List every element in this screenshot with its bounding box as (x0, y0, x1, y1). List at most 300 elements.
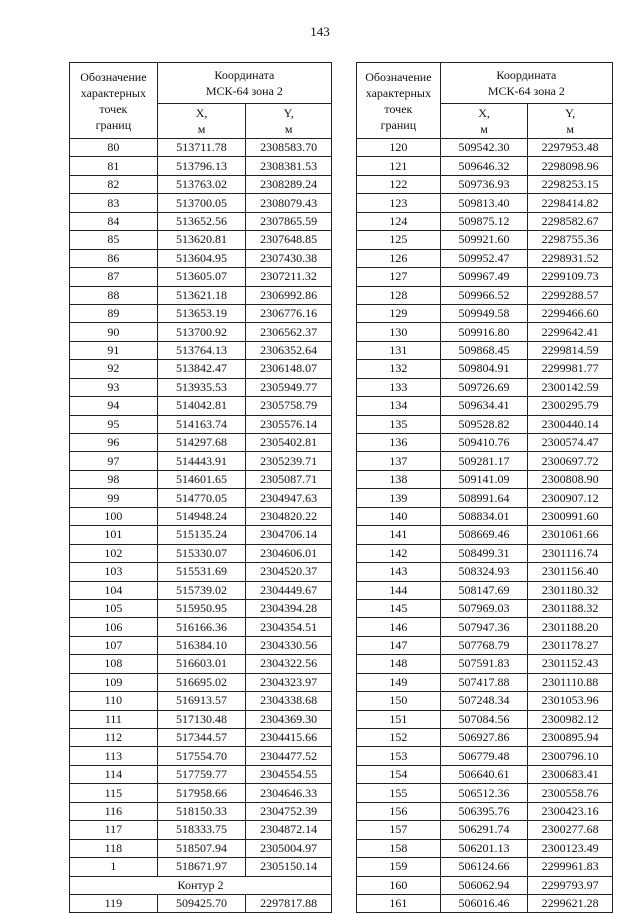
table-row (70, 360, 332, 378)
point-number-cell: 131 (357, 341, 441, 359)
y-coordinate-cell: 2306148.07 (246, 360, 332, 378)
y-coordinate-cell: 2299109.73 (528, 268, 613, 286)
point-number-cell: 141 (357, 526, 441, 544)
table-row (70, 692, 332, 710)
y-coordinate-cell: 2299621.28 (528, 894, 613, 912)
y-header (528, 104, 613, 139)
table-row (70, 729, 332, 747)
point-number-cell: 126 (357, 249, 441, 267)
point-number-cell: 111 (70, 710, 158, 728)
point-label-line: точек (99, 101, 128, 116)
x-coordinate-cell: 515739.02 (157, 581, 246, 599)
y-coordinate-cell: 2301152.43 (528, 655, 613, 673)
x-coordinate-cell: 508834.01 (440, 507, 528, 525)
point-number-cell: 92 (70, 360, 158, 378)
y-coordinate-cell: 2300683.41 (528, 765, 613, 783)
table-row (357, 729, 613, 747)
y-coordinate-cell: 2298414.82 (528, 194, 613, 212)
x-coordinate-cell: 509281.17 (440, 452, 528, 470)
x-coordinate-cell: 515135.24 (157, 526, 246, 544)
table-row (357, 452, 613, 470)
y-coordinate-cell: 2304323.97 (246, 673, 332, 691)
y-coordinate-cell: 2301116.74 (528, 544, 613, 562)
x-coordinate-cell: 507768.79 (440, 636, 528, 654)
x-coordinate-cell: 516384.10 (157, 636, 246, 654)
x-coordinate-cell: 514297.68 (157, 434, 246, 452)
table-row (357, 673, 613, 691)
table-row (357, 858, 613, 876)
table-row (70, 581, 332, 599)
point-number-cell: 121 (357, 157, 441, 175)
x-coordinate-cell: 513620.81 (157, 231, 246, 249)
table-row (357, 304, 613, 322)
point-label-header (70, 63, 158, 139)
x-coordinate-cell: 508669.46 (440, 526, 528, 544)
x-coordinate-cell: 506512.36 (440, 784, 528, 802)
y-coordinate-cell: 2304449.67 (246, 581, 332, 599)
point-number-cell: 150 (357, 692, 441, 710)
x-coordinate-cell: 506124.66 (440, 858, 528, 876)
x-coordinate-cell: 516166.36 (157, 618, 246, 636)
y-coordinate-cell: 2304394.28 (246, 599, 332, 617)
y-coordinate-cell: 2307648.85 (246, 231, 332, 249)
point-number-cell: 124 (357, 212, 441, 230)
y-coordinate-cell: 2304369.30 (246, 710, 332, 728)
y-coordinate-cell: 2301110.88 (528, 673, 613, 691)
point-number-cell: 159 (357, 858, 441, 876)
y-coordinate-cell: 2301180.32 (528, 581, 613, 599)
x-coordinate-cell: 513605.07 (157, 268, 246, 286)
x-coordinate-cell: 506395.76 (440, 802, 528, 820)
point-number-cell: 113 (70, 747, 158, 765)
x-coordinate-cell: 506927.86 (440, 729, 528, 747)
point-number-cell: 153 (357, 747, 441, 765)
point-number-cell: 145 (357, 599, 441, 617)
x-coordinate-cell: 516695.02 (157, 673, 246, 691)
table-row (357, 415, 613, 433)
point-number-cell: 104 (70, 581, 158, 599)
x-coordinate-cell: 509916.80 (440, 323, 528, 341)
y-coordinate-cell: 2300423.16 (528, 802, 613, 820)
y-coordinate-cell: 2300982.12 (528, 710, 613, 728)
y-coordinate-cell: 2299981.77 (528, 360, 613, 378)
x-coordinate-cell: 514770.05 (157, 489, 246, 507)
point-number-cell: 98 (70, 470, 158, 488)
y-coordinate-cell: 2300991.60 (528, 507, 613, 525)
point-number-cell: 143 (357, 563, 441, 581)
point-number-cell: 146 (357, 618, 441, 636)
point-number-cell: 117 (70, 821, 158, 839)
coordinates-table-left (69, 62, 332, 913)
x-coordinate-cell: 518507.94 (157, 839, 246, 857)
point-number-cell: 1 (70, 858, 158, 876)
x-coordinate-cell: 509410.76 (440, 434, 528, 452)
y-coordinate-cell: 2308079.43 (246, 194, 332, 212)
table-row (357, 618, 613, 636)
y-coordinate-cell: 2300907.12 (528, 489, 613, 507)
point-number-cell: 152 (357, 729, 441, 747)
table-row (70, 839, 332, 857)
x-coordinate-cell: 515330.07 (157, 544, 246, 562)
table-row (357, 636, 613, 654)
point-number-cell: 135 (357, 415, 441, 433)
point-number-cell: 148 (357, 655, 441, 673)
point-number-cell: 130 (357, 323, 441, 341)
x-coordinate-cell: 508499.31 (440, 544, 528, 562)
x-unit: м (197, 122, 206, 136)
x-coordinate-cell: 514443.91 (157, 452, 246, 470)
table-row (357, 821, 613, 839)
point-number-cell: 84 (70, 212, 158, 230)
table-row (357, 526, 613, 544)
point-number-cell: 122 (357, 175, 441, 193)
table-row (70, 747, 332, 765)
point-number-cell: 97 (70, 452, 158, 470)
x-coordinate-cell: 509804.91 (440, 360, 528, 378)
y-coordinate-cell: 2300142.59 (528, 378, 613, 396)
table-row (357, 876, 613, 894)
x-coordinate-cell: 507248.34 (440, 692, 528, 710)
table-row (70, 378, 332, 396)
y-coordinate-cell: 2306562.37 (246, 323, 332, 341)
y-label: Y, (283, 106, 294, 120)
point-number-cell: 112 (70, 729, 158, 747)
table-row (357, 507, 613, 525)
y-coordinate-cell: 2300697.72 (528, 452, 613, 470)
x-coordinate-cell: 506062.94 (440, 876, 528, 894)
table-row (357, 434, 613, 452)
x-coordinate-cell: 508991.64 (440, 489, 528, 507)
table-row (70, 894, 332, 912)
y-coordinate-cell: 2308583.70 (246, 139, 332, 157)
x-coordinate-cell: 506291.74 (440, 821, 528, 839)
table-row (357, 839, 613, 857)
table-row (70, 599, 332, 617)
x-coordinate-cell: 514601.65 (157, 470, 246, 488)
point-number-cell: 118 (70, 839, 158, 857)
x-coordinate-cell: 506016.46 (440, 894, 528, 912)
point-number-cell: 156 (357, 802, 441, 820)
point-number-cell: 132 (357, 360, 441, 378)
x-coordinate-cell: 513763.02 (157, 175, 246, 193)
point-number-cell: 80 (70, 139, 158, 157)
table-row (70, 765, 332, 783)
table-row (357, 378, 613, 396)
table-row (70, 655, 332, 673)
x-coordinate-cell: 513604.95 (157, 249, 246, 267)
x-coordinate-cell: 513621.18 (157, 286, 246, 304)
table-row (70, 544, 332, 562)
point-number-cell: 149 (357, 673, 441, 691)
table-row (70, 157, 332, 175)
point-label-line: точек (384, 101, 413, 116)
table-row (70, 212, 332, 230)
point-number-cell: 155 (357, 784, 441, 802)
point-number-cell: 120 (357, 139, 441, 157)
point-number-cell: 100 (70, 507, 158, 525)
x-coordinate-cell: 515950.95 (157, 599, 246, 617)
point-number-cell: 91 (70, 341, 158, 359)
y-coordinate-cell: 2304872.14 (246, 821, 332, 839)
y-coordinate-cell: 2304554.55 (246, 765, 332, 783)
y-coordinate-cell: 2301188.32 (528, 599, 613, 617)
x-coordinate-cell: 506779.48 (440, 747, 528, 765)
x-coordinate-cell: 509542.30 (440, 139, 528, 157)
point-number-cell: 125 (357, 231, 441, 249)
point-number-cell: 82 (70, 175, 158, 193)
point-number-cell: 151 (357, 710, 441, 728)
x-coordinate-cell: 509528.82 (440, 415, 528, 433)
y-coordinate-cell: 2307430.38 (246, 249, 332, 267)
coordinates-table-right (356, 62, 613, 913)
table-row (357, 894, 613, 912)
x-coordinate-cell: 513711.78 (157, 139, 246, 157)
x-header (440, 104, 528, 139)
point-number-cell: 116 (70, 802, 158, 820)
table-row (70, 415, 332, 433)
point-label-line: характерных (365, 85, 431, 100)
point-number-cell: 115 (70, 784, 158, 802)
x-coordinate-cell: 509921.60 (440, 231, 528, 249)
table-row (70, 673, 332, 691)
point-number-cell: 95 (70, 415, 158, 433)
y-coordinate-cell: 2300808.90 (528, 470, 613, 488)
y-coordinate-cell: 2299288.57 (528, 286, 613, 304)
table-row (70, 139, 332, 157)
table-row (357, 360, 613, 378)
y-coordinate-cell: 2297953.48 (528, 139, 613, 157)
point-number-cell: 138 (357, 470, 441, 488)
point-number-cell: 129 (357, 304, 441, 322)
point-label-line: характерных (80, 85, 146, 100)
table-row (357, 489, 613, 507)
y-coordinate-cell: 2298582.67 (528, 212, 613, 230)
table-row (70, 821, 332, 839)
point-number-cell: 109 (70, 673, 158, 691)
x-coordinate-cell: 513652.56 (157, 212, 246, 230)
y-coordinate-cell: 2304330.56 (246, 636, 332, 654)
y-coordinate-cell: 2308381.53 (246, 157, 332, 175)
table-row (70, 636, 332, 654)
y-coordinate-cell: 2300277.68 (528, 821, 613, 839)
x-coordinate-cell: 513700.92 (157, 323, 246, 341)
coord-title-line: Координата (496, 68, 557, 82)
table-row (70, 341, 332, 359)
x-coordinate-cell: 513700.05 (157, 194, 246, 212)
point-number-cell: 89 (70, 304, 158, 322)
point-number-cell: 160 (357, 876, 441, 894)
table-row (357, 765, 613, 783)
y-coordinate-cell: 2299793.97 (528, 876, 613, 894)
table-row (357, 747, 613, 765)
point-number-cell: 128 (357, 286, 441, 304)
y-coordinate-cell: 2307865.59 (246, 212, 332, 230)
y-coordinate-cell: 2299961.83 (528, 858, 613, 876)
point-number-cell: 88 (70, 286, 158, 304)
point-label-line: границ (380, 117, 417, 132)
x-header (157, 104, 246, 139)
y-coordinate-cell: 2305576.14 (246, 415, 332, 433)
x-coordinate-cell: 517759.77 (157, 765, 246, 783)
point-label-header (357, 63, 441, 139)
y-label: Y, (565, 106, 576, 120)
y-unit: м (566, 122, 574, 136)
table-row (357, 139, 613, 157)
y-coordinate-cell: 2305402.81 (246, 434, 332, 452)
point-number-cell: 90 (70, 323, 158, 341)
x-coordinate-cell: 509868.45 (440, 341, 528, 359)
point-number-cell: 158 (357, 839, 441, 857)
table-row (70, 397, 332, 415)
x-coordinate-cell: 507084.56 (440, 710, 528, 728)
y-coordinate-cell: 2307211.32 (246, 268, 332, 286)
table-row (357, 286, 613, 304)
table-row (357, 194, 613, 212)
x-coordinate-cell: 518671.97 (157, 858, 246, 876)
table-row (70, 858, 332, 876)
table-row (70, 802, 332, 820)
y-coordinate-cell: 2301156.40 (528, 563, 613, 581)
point-number-cell: 123 (357, 194, 441, 212)
table-row (357, 470, 613, 488)
x-coordinate-cell: 509646.32 (440, 157, 528, 175)
point-number-cell: 87 (70, 268, 158, 286)
point-number-cell: 137 (357, 452, 441, 470)
table-row (357, 784, 613, 802)
y-coordinate-cell: 2305087.71 (246, 470, 332, 488)
y-coordinate-cell: 2304338.68 (246, 692, 332, 710)
coord-title-line: Координата (214, 68, 275, 82)
table-row (70, 268, 332, 286)
contour-row (70, 876, 332, 894)
x-unit: м (480, 122, 488, 136)
table-row (357, 599, 613, 617)
x-coordinate-cell: 509141.09 (440, 470, 528, 488)
x-coordinate-cell: 507417.88 (440, 673, 528, 691)
y-coordinate-cell: 2306352.64 (246, 341, 332, 359)
y-coordinate-cell: 2308289.24 (246, 175, 332, 193)
table-row (70, 231, 332, 249)
table-row (357, 231, 613, 249)
y-coordinate-cell: 2299642.41 (528, 323, 613, 341)
x-coordinate-cell: 518333.75 (157, 821, 246, 839)
table-row (70, 194, 332, 212)
point-number-cell: 101 (70, 526, 158, 544)
x-coordinate-cell: 509875.12 (440, 212, 528, 230)
table-row (70, 489, 332, 507)
y-coordinate-cell: 2300123.49 (528, 839, 613, 857)
x-coordinate-cell: 514042.81 (157, 397, 246, 415)
y-coordinate-cell: 2298253.15 (528, 175, 613, 193)
y-coordinate-cell: 2304646.33 (246, 784, 332, 802)
x-coordinate-cell: 509813.40 (440, 194, 528, 212)
y-coordinate-cell: 2300574.47 (528, 434, 613, 452)
table-row (357, 212, 613, 230)
point-label-line: Обозначение (365, 69, 432, 84)
x-coordinate-cell: 513935.53 (157, 378, 246, 396)
table-row (357, 710, 613, 728)
table-row (357, 157, 613, 175)
y-coordinate-cell: 2306992.86 (246, 286, 332, 304)
table-row (70, 323, 332, 341)
page-number: 143 (310, 24, 330, 39)
point-number-cell: 110 (70, 692, 158, 710)
point-number-cell: 119 (70, 894, 158, 912)
point-number-cell: 96 (70, 434, 158, 452)
x-coordinate-cell: 516913.57 (157, 692, 246, 710)
table-row (357, 341, 613, 359)
point-number-cell: 105 (70, 599, 158, 617)
point-number-cell: 99 (70, 489, 158, 507)
table-row (357, 175, 613, 193)
point-number-cell: 85 (70, 231, 158, 249)
x-coordinate-cell: 513842.47 (157, 360, 246, 378)
point-number-cell: 102 (70, 544, 158, 562)
table-row (357, 581, 613, 599)
point-number-cell: 134 (357, 397, 441, 415)
table-row (357, 268, 613, 286)
y-coordinate-cell: 2298755.36 (528, 231, 613, 249)
point-number-cell: 93 (70, 378, 158, 396)
table-row (357, 802, 613, 820)
point-number-cell: 127 (357, 268, 441, 286)
x-coordinate-cell: 507591.83 (440, 655, 528, 673)
table-row (357, 544, 613, 562)
x-coordinate-cell: 509966.52 (440, 286, 528, 304)
x-coordinate-cell: 506640.61 (440, 765, 528, 783)
point-label-line: Обозначение (80, 69, 147, 84)
x-coordinate-cell: 513796.13 (157, 157, 246, 175)
table-row (357, 655, 613, 673)
x-coordinate-cell: 509634.41 (440, 397, 528, 415)
point-label-line: границ (95, 117, 132, 132)
y-coordinate-cell: 2306776.16 (246, 304, 332, 322)
coord-title-header (157, 63, 331, 104)
table-row (70, 452, 332, 470)
y-coordinate-cell: 2301053.96 (528, 692, 613, 710)
point-number-cell: 157 (357, 821, 441, 839)
y-coordinate-cell: 2300558.76 (528, 784, 613, 802)
y-coordinate-cell: 2305150.14 (246, 858, 332, 876)
y-coordinate-cell: 2305239.71 (246, 452, 332, 470)
point-number-cell: 136 (357, 434, 441, 452)
table-row (357, 249, 613, 267)
point-number-cell: 81 (70, 157, 158, 175)
x-coordinate-cell: 509952.47 (440, 249, 528, 267)
x-coordinate-cell: 513653.19 (157, 304, 246, 322)
table-row (357, 692, 613, 710)
coord-title-line: МСК-64 зона 2 (205, 84, 283, 98)
x-coordinate-cell: 513764.13 (157, 341, 246, 359)
y-coordinate-cell: 2305758.79 (246, 397, 332, 415)
y-coordinate-cell: 2300895.94 (528, 729, 613, 747)
y-header (246, 104, 332, 139)
y-coordinate-cell: 2301188.20 (528, 618, 613, 636)
y-coordinate-cell: 2304947.63 (246, 489, 332, 507)
y-coordinate-cell: 2304354.51 (246, 618, 332, 636)
point-number-cell: 144 (357, 581, 441, 599)
y-coordinate-cell: 2299814.59 (528, 341, 613, 359)
table-row (70, 618, 332, 636)
x-coordinate-cell: 509425.70 (157, 894, 246, 912)
y-coordinate-cell: 2304706.14 (246, 526, 332, 544)
y-coordinate-cell: 2301178.27 (528, 636, 613, 654)
x-coordinate-cell: 516603.01 (157, 655, 246, 673)
y-unit: м (284, 122, 293, 136)
y-coordinate-cell: 2305949.77 (246, 378, 332, 396)
point-number-cell: 107 (70, 636, 158, 654)
table-row (357, 397, 613, 415)
